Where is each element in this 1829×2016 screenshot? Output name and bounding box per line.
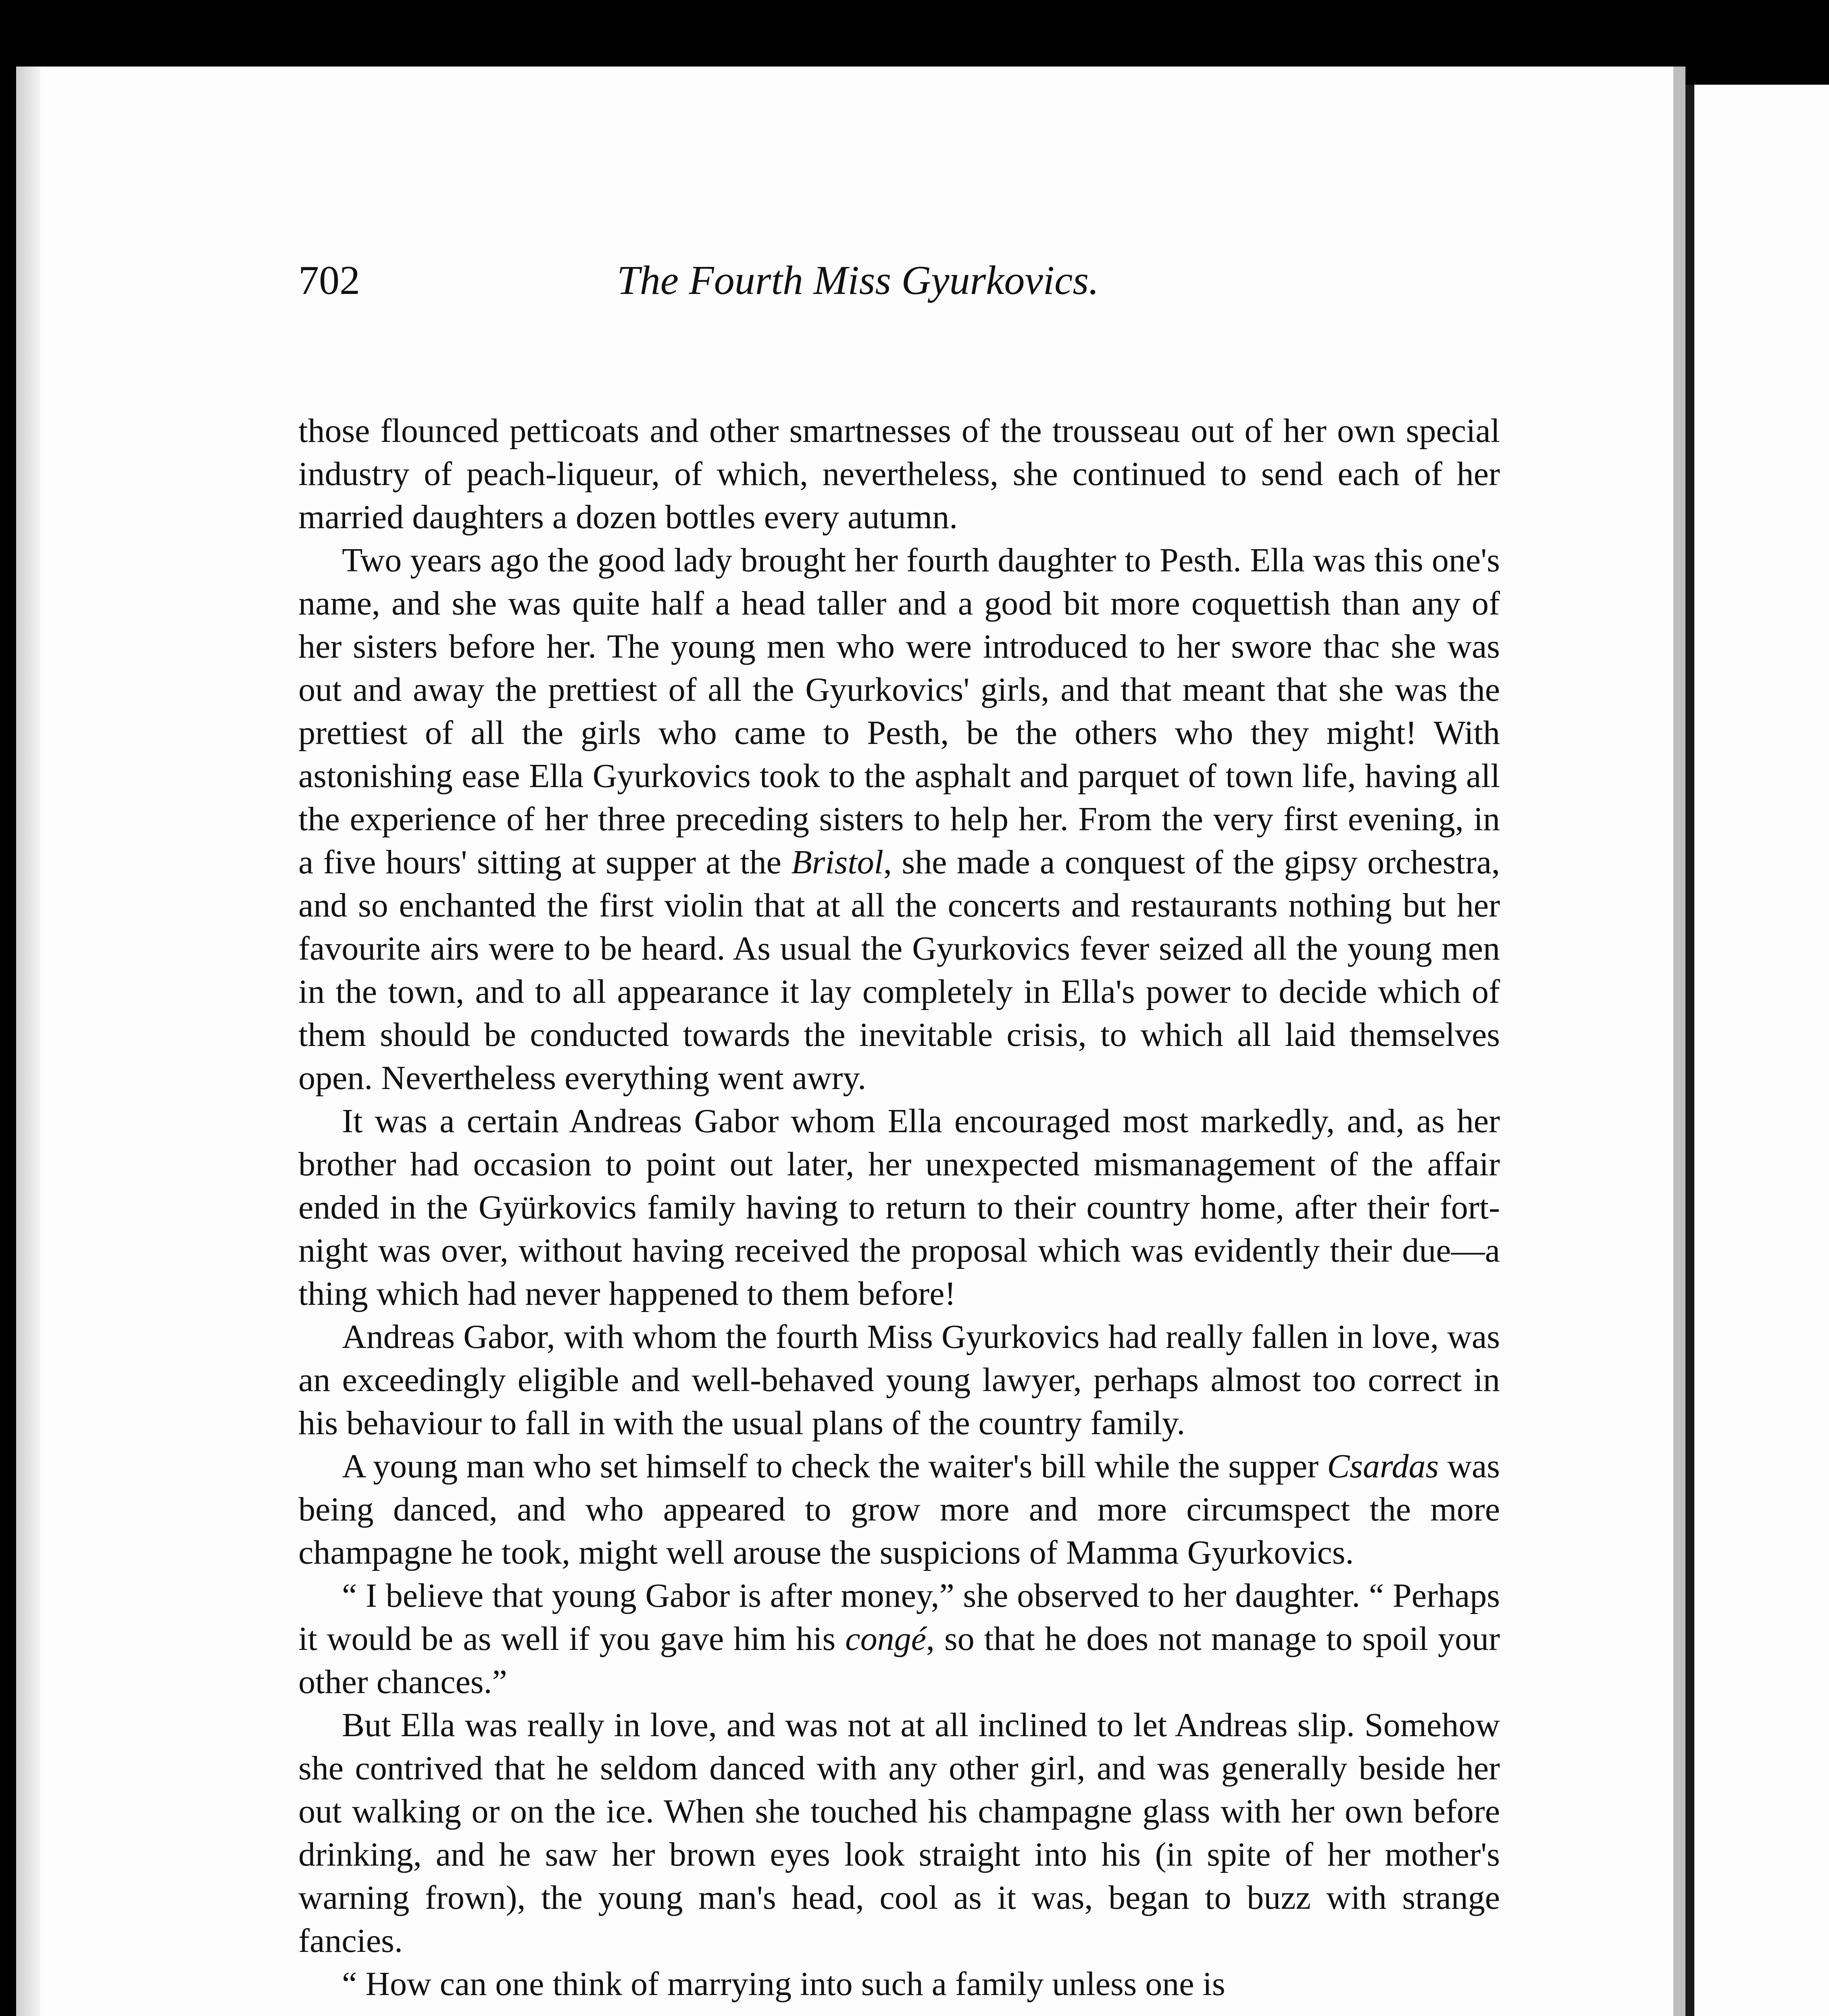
text-segment: It was a certain Andreas Gabor whom Ella encouraged most markedly, and, as her brother had occasion to point out later, her unexpected mismanagement of the affair ended in the Gyürkovics family having to return to their country home, after their fort-night was over, without having received the proposal which was evidently their due—a thing which had never happened to them before! [298, 1102, 1500, 1312]
running-title: The Fourth Miss Gyurkovics. [617, 258, 1099, 303]
paragraph [298, 1962, 1500, 2006]
paragraph [298, 1445, 1500, 1574]
text-segment: those flounced petticoats and other smartnesses of the trousseau out of her own special industry of peach-liqueur, of which, nevertheless, she continued to send each of her married daughters a dozen bottles every autumn. [298, 412, 1500, 536]
book-page [16, 67, 1685, 2016]
italic-text: Csardas [1327, 1447, 1439, 1485]
paragraph [298, 1100, 1500, 1315]
page-number: 702 [298, 258, 360, 303]
paragraph [298, 1315, 1500, 1445]
paragraph [298, 539, 1500, 1100]
italic-text: Bristol [791, 843, 884, 881]
paragraph [298, 409, 1500, 539]
text-segment: was being danced, and who appeared to grow more and more circumspect the more champagne he took, might well arouse the suspicions of Mamma Gyurkovics. [298, 1447, 1500, 1571]
paragraph [298, 1574, 1500, 1704]
facing-page-edge [1685, 85, 1829, 2016]
text-segment: “ I believe that young Gabor is after money,” she observed to her daughter. “ Perhaps it would be as well if you gave him his [298, 1577, 1500, 1658]
text-segment: A young man who set himself to check the waiter's bill while the supper [342, 1447, 1327, 1485]
page-edge [1673, 67, 1685, 2016]
text-segment: But Ella was really in love, and was not at all inclined to let Andreas slip. Somehow she contrived that he seldom danced with any other girl, and was generally beside her out walking or on the ice. When she touched his champagne glass with her own before drinking, and he saw her brown eyes look straight into his (in spite of her mother's warning frown), the young man's head, cool as it was, began to buzz with strange fancies. [298, 1706, 1500, 1960]
paragraph [298, 1704, 1500, 1962]
italic-text: congé [845, 1620, 926, 1658]
page-gutter-shadow [16, 67, 40, 2016]
text-segment: Two years ago the good lady brought her fourth daughter to Pesth. Ella was this one's name, and she was quite half a head taller and a good bit more coquettish than any of her sisters before her. The young men who were introduced to her swore thac she was out and away the prettiest of all the Gyurkovics' girls, and that meant that she was the prettiest of all the girls who came to Pesth, be the others who they might! With astonishing ease Ella Gyurkovics took to the asphalt and parquet of town life, having all the experience of her three preceding sisters to help her. From the very first evening, in a five hours' sitting at supper at the [298, 541, 1500, 881]
text-segment: , she made a conquest of the gipsy orchestra, and so enchanted the first violin that at all the concerts and restaurants nothing but her favourite airs were to be heard. As usual the Gyurkovics fever seized all the young men in the town, and to all appearance it lay completely in Ella's power to decide which of them should be conducted towards the inevitable crisis, to which all laid themselves open. Nevertheless everything went awry. [298, 843, 1500, 1097]
page-header [298, 260, 1500, 341]
body-text [298, 409, 1500, 2006]
text-segment: “ How can one think of marrying into such a family unless one is [342, 1965, 1225, 2003]
facing-page-spine [1685, 85, 1694, 2016]
text-segment: Andreas Gabor, with whom the fourth Miss Gyurkovics had really fallen in love, was an exceedingly eligible and well-behaved young lawyer, perhaps almost too correct in his behaviour to fall in with the usual plans of the country family. [298, 1318, 1500, 1442]
text-segment: , so that he does not manage to spoil your other chances.” [298, 1620, 1500, 1701]
